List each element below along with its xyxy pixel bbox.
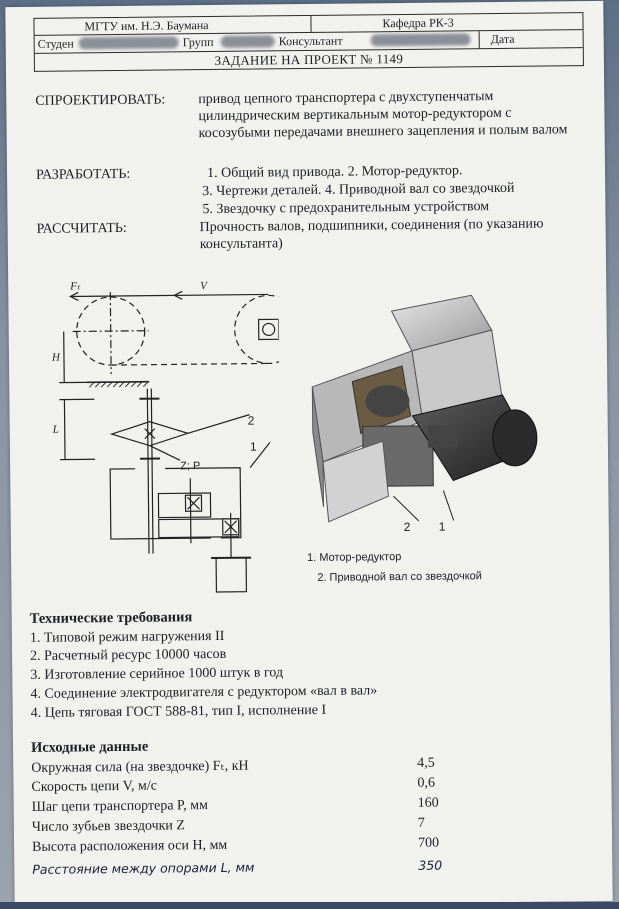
zp-label: Z; P <box>180 460 201 473</box>
develop-line-2: 3. Чертежи деталей. 4. Приводной вал со звездочкой <box>202 180 515 200</box>
v-label: V <box>200 280 208 293</box>
param-label: Высота расположения оси H, мм <box>32 837 228 855</box>
consultant-label: Консультант <box>278 33 343 49</box>
l-label: L <box>52 423 59 436</box>
initial-data-title: Исходные данные <box>30 738 149 756</box>
param-value-handwritten: 350 <box>418 857 443 873</box>
group-label: Групп <box>182 34 214 50</box>
student-label: Студен <box>37 36 74 51</box>
department-name: Кафедра РК-3 <box>382 15 454 31</box>
caption-2: 2. Приводной вал со звездочкой <box>317 570 482 584</box>
header-table <box>33 12 584 72</box>
requirement-item: 2. Расчетный ресурс 10000 часов <box>30 646 227 664</box>
requirements-title: Технические требования <box>29 609 193 627</box>
requirement-item: 4. Цепь тяговая ГОСТ 588-81, тип I, исполнение I <box>30 702 327 721</box>
param-label: Шаг цепи транспортера P, мм <box>31 798 209 815</box>
param-label: Окружная сила (на звездочке) Fₜ, кН <box>31 758 249 776</box>
university-name: МГТУ им. Н.Э. Баумана <box>84 18 209 34</box>
photo-callout-1: 1 <box>438 519 446 534</box>
redacted-name <box>79 36 179 49</box>
photo-callout-2: 2 <box>403 519 411 535</box>
develop-line-3: 5. Звездочку с предохранительным устройством <box>202 199 490 218</box>
param-value: 160 <box>417 795 439 811</box>
param-label-handwritten: Расстояние между опорами L, мм <box>32 859 255 877</box>
requirement-item: 3. Изготовление серийное 1000 штук в год <box>30 665 284 683</box>
calc-label: РАССЧИТАТЬ: <box>36 220 127 237</box>
requirement-item: 4. Соединение электродвигателя с редуктором «вал в вал» <box>30 683 378 702</box>
develop-line-1: 1. Общий вид привода. 2. Мотор-редуктор. <box>206 163 463 182</box>
param-label: Скорость цепи V, м/с <box>31 778 158 795</box>
redacted-consultant <box>371 33 471 46</box>
param-value: 4,5 <box>417 755 435 771</box>
param-label: Число зубьев звездочки Z <box>31 818 186 835</box>
param-value: 0,6 <box>417 775 436 791</box>
callout-1: 1 <box>249 439 257 454</box>
design-text: привод цепного транспортера с двухступенчатым цилиндрическим вертикальным мотор-редуктором с косозубыми передачами внешнего зацепления и полым валом <box>198 89 568 142</box>
ft-label: Fₜ <box>70 280 81 293</box>
callout-2: 2 <box>247 413 255 428</box>
param-value: 700 <box>418 835 440 851</box>
bottom-edge <box>0 902 619 909</box>
redacted-group <box>221 35 275 48</box>
requirement-item: 1. Типовой режим нагружения II <box>29 628 225 646</box>
divider <box>310 16 311 32</box>
motor-reducer-photo <box>291 289 554 537</box>
assignment-sheet <box>5 1 612 907</box>
h-label: H <box>51 351 60 364</box>
param-value: 7 <box>417 815 425 831</box>
calc-text: Прочность валов, подшипники, соединения (по указанию консультанта) <box>199 216 544 253</box>
divider <box>479 31 480 48</box>
caption-1: 1. Мотор-редуктор <box>307 551 402 565</box>
design-label: СПРОЕКТИРОВАТЬ: <box>35 92 166 109</box>
develop-label: РАЗРАБОТАТЬ: <box>35 166 131 183</box>
param-row <box>32 856 572 881</box>
date-label: Дата <box>490 31 515 47</box>
kinematic-scheme <box>48 272 281 594</box>
assignment-title: ЗАДАНИЕ НА ПРОЕКТ № 1149 <box>214 50 404 68</box>
